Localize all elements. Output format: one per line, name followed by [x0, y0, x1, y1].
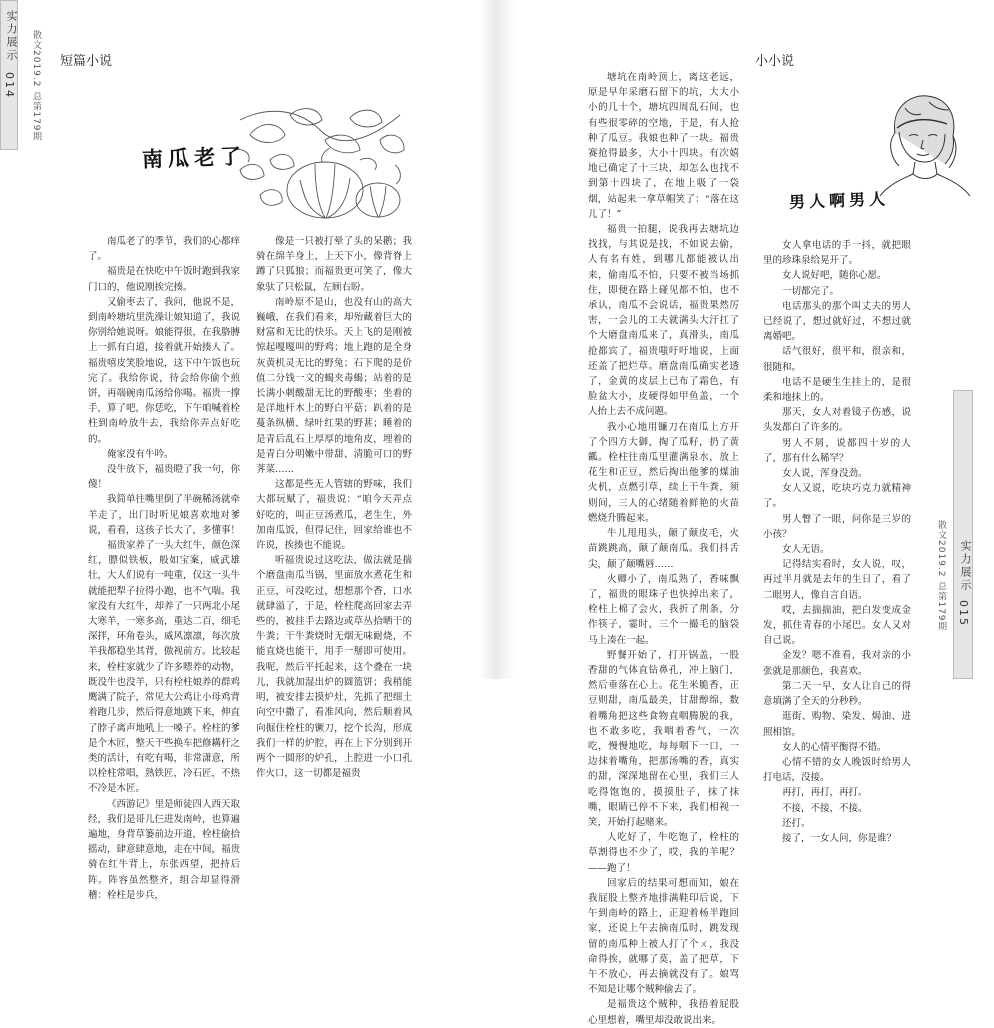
right-section-label: 小小说: [755, 54, 795, 69]
paragraph: 这都是些无人管辖的野味，我们大都玩赋了，福贵说：“咱今天弄点好吃的，叫正豆汤煮瓜，老生生，外加南瓜饭，但得记住，回家给谁也不许说，挨揍也不能说。: [256, 479, 412, 552]
left-page-number: 014: [3, 72, 16, 99]
paragraph: 像是一只被打晕了头的呆鹅；我骑在绵羊身上，上天下小，像背脊上蹲了只狐狼；而福贵更可笑了，像大象驮了只松鼠，左顾右盼。: [256, 236, 412, 293]
paragraph: 接了，一女人问，你是谁？: [782, 832, 897, 844]
paragraph: 南瓜老了的季节，我们的心都痒了。: [88, 236, 241, 263]
paragraph: 俺家没有牛吟。: [107, 448, 174, 460]
right-issue-text: 散文2019.2 总第179期: [936, 520, 946, 632]
paragraph: 再打，再打，再打。: [782, 787, 868, 799]
pumpkin-vine-illustration: [230, 100, 410, 230]
paragraph: 哎，去揣揣油，把白发变成金发，抓住青春的小尾巴。女人又对自己说。: [763, 604, 911, 647]
paragraph: 金发？嗯不准看，我对亲的小张就是那颜色，我喜欢。: [763, 650, 911, 677]
paragraph: 福贵一拍腿，说我再去塘坑边找找，与其说是找，不如说去偷，人有名有姓，到哪儿都能被认出来，偷南瓜不怕，只要不被当场抓住，即便在路上碰见都不怕，也不承认，南瓜不会说话，福贵果然厉害，一会儿的工夫就满头大汗扛了个大磨盘南瓜来了，真滑头，南瓜抢都宾了，福贵嗤吁吁地说，上面还盖了把烂草。磨盘南瓜确实老透了，金黄的皮层上已布了霜色，有脸盆大小，皮硬得如甲鱼盖，一个人抬上去不成问题。: [588, 224, 739, 418]
right-page: [497, 0, 994, 1026]
paragraph: 记得结实看时，女人说，叹，再过半月就是去年的生日了，看了二眼男人，像自言自语。: [763, 559, 911, 601]
paragraph: 南岭原不是山，也没有山的高大巍峨，在我们看来，却殆藏着巨大的财富和无比的快乐。天上飞的是刚被惊起嘎嘎叫的野鸡；地上跑的是全身灰黄机灵无比的野兔；石下爬的是价值二分钱一文的蝎夹毒蝎；站着的是长满小刺酸甜无比的野酸枣；坐着的是洋地杆木上的野白平菇；趴着的是蔓条纵横、绿叶红果的野葚；睡着的是青后乱石上厚厚的地角皮，埋着的是青白分明嫩中带甜、清脆可口的野荠菜……: [256, 296, 412, 476]
left-story-title: 南瓜老了: [141, 144, 247, 172]
paragraph: 回家后的结果可想而知，娘在我屁股上整齐地排满鞋印后说，下午到南岭的路上，正迎着杨半跑回家，还说上午去摘南瓜时，跳发现留的南瓜种上被人打了个ㄨ，我没命得挨，就哪了莫，盖了把草，下午不放心，再去摘就没有了。娘骂不知是让哪个贼种偷去了。: [588, 877, 739, 996]
paragraph: 福贵家养了一头大红牛，颜色深红，膘似铁板，般如宝案，威武雄壮，大人们说有一吨重，仅这一头牛就能把犁子拉得小跑，也不气喘。我家没有大红牛，却养了一只两北小尾大寒羊，一寒多高，重达二百，细毛深拌，环角卷头，威风凛凛，每次放羊我都稳坐其背，傲视前方。比较起来，栓柱家就少了许多嘌养的动物，既没牛也没羊，只有栓柱娘养的群鸡鹰满了院子，常见大公鸡让小母鸡背着跑几步，然后得意地跳下来，伸直了脖子离声地吼上一嗓子。栓柱的爹是个木匠，整天干些换车把修耩杆之类的活计，有吃有喝，非常潇意，所以栓柱常唱，熟铁匠，冷石匠，不热不冷是木匠。: [88, 540, 241, 795]
paragraph: 没牛放下，福贵瞪了我一句，你傻！: [88, 464, 241, 491]
paragraph: 福贵是在快吃中午饭时跑到我家门口的，他说刚挨完揍。: [88, 266, 241, 293]
paragraph: 心情不错的女人晚饭时给男人打电话，没接。: [763, 756, 911, 784]
left-margin-section: 实力展示: [5, 10, 18, 62]
paragraph: 《西游记》里是师徒四人西天取经，我们是哥儿仨进发南岭，也算遍遍地，身背草篓前边开道，栓柱偷拾摇动，肆意肆意地，走在中间，福贵骑在红牛背上，东张西望，把持后阵。阵容虽然整齐，组合却显得滑稽：栓柱是步兵，: [88, 798, 241, 901]
right-page-number: 015: [957, 600, 970, 627]
paragraph: 男人不屑，说都四十岁的人了，那有什么稀罕？: [763, 437, 911, 464]
paragraph: 第二天一早，女人让自己的得意填满了全天的分秒秒。: [763, 680, 911, 708]
paragraph: 火卿小了，南瓜熟了，香味飘了，福贵的眼珠子也快掉出来了，栓柱上棉了会火，我折了荆条，分作筷子，霎时，三个一撮毛的脑袋马上凑在一起。: [588, 573, 739, 646]
paragraph: 女人说，浑身没劲。: [782, 468, 868, 480]
paragraph: 那天，女人对着镜子伤感，说头发都白了许多的。: [763, 407, 911, 434]
paragraph: 话气很好，很平和，很亲和，很随和。: [763, 346, 911, 373]
paragraph: 女人拿电话的手一抖，就把眼里的珍珠泉给晃开了。: [763, 240, 911, 267]
right-margin-section: 实力展示: [959, 540, 972, 592]
paragraph: 还打。: [782, 817, 811, 829]
paragraph: 我小心地用镰刀在南瓜上方开了个四方大御，掏了瓜籽，扔了黄瓤。栓柱往南瓜里灌满泉水，放上花生和正豆，然后掏出他爹的煤油火机，点燃引草，续上干牛粪，须则间，三人的心绪随着鲜艳的火苗燃烧升腾起来。: [588, 421, 739, 524]
paragraph: 听福贵说过这吃法，做法就是揣个磨盘南瓜当锅，里面放水煮花生和正豆，可没吃过，想想那个香，口水就肆溢了，于是，栓柱爬高回家去弄些的，被挂手去路边或草丛拾晒干的牛粪；干牛粪烧时无烟无味耐烧，不能直烧也能干，用手一掰即可使用。我呢，然后平托起来，这个叠在一块儿，我就加湿出炉的圆篮饼；我稍能明，被安排去摸炉灶，先抓了把细土向空中撒了，看准风向，然后顺着风向掘住栓柱的镢刀，挖个长沟，形成我们一样的炉腔，再在上下分别到开两个一圆形的炉孔，上腔进一小口孔作火口，这一切都是福贵: [256, 555, 412, 780]
woman-portrait-illustration: [865, 88, 975, 198]
paragraph: 是福贵这个贼种，我捂着屁股心里想着，嘴里却没敢说出来。: [588, 999, 739, 1026]
right-body-column-2: [763, 238, 911, 844]
right-story-title: 男人啊男人: [788, 189, 890, 212]
paragraph: 人吃好了，牛吃饱了，栓柱的草割得也不少了，哎，我的羊呢？——跑了！: [588, 832, 739, 874]
paragraph: 女人说好吧，随你心愿。: [782, 270, 887, 282]
paragraph: 不接，不接，不接。: [782, 802, 868, 814]
left-gutter-shadow: [479, 0, 497, 679]
paragraph: 女人的心情平衡得不错。: [782, 741, 887, 753]
left-body-column-1: [88, 234, 241, 901]
paragraph: 电话那头的那个叫丈夫的男人已经说了，想过就好过，不想过就离婚吧。: [763, 300, 911, 343]
paragraph: 塘坑在南岭顶上，离这老远，原是早年采磨石留下的坑，大大小小的几十个，塘坑四周乱石间，也有些很零碎的空地，于是，有人抢种了瓜豆。我娘也种了一块。福贵赛抢得最多，大小十四块。有次嬉地已确定了十三块，却怎么也找不到第十四块了，在地上吸了一袋烟，站起来一拿草帽笑了：“落在这儿了！”: [588, 72, 739, 220]
left-issue-text: 散文2019.2 总第179期: [31, 30, 41, 142]
left-page: [0, 0, 497, 901]
right-margin-tab: [953, 390, 973, 679]
left-body-column-2: [256, 234, 412, 780]
left-section-label: 短篇小说: [60, 54, 113, 69]
paragraph: 野餐开始了，打开锅盖，一股香甜的气体直钻鼻孔，冲上脑门，然后垂落在心上。花生米脆香，正豆则甜，南瓜最美，甘甜醇绵，数着嘴角把这些食物直咽腾脱的我，也不敢多吃，我咽着香气，一次吃，慢慢地吃，每每咽下一口，一边抹着嘴角，把那汤嘴的香，真实的甜，深深地留在心里，我们三人吃得饱饱的，摸摸肚子，抹了抹嘴，眼睛已停不下来，我们相视一笑，开始打起赌来。: [588, 649, 739, 828]
paragraph: 女人又说，吃块巧克力就精神了。: [763, 483, 911, 510]
paragraph: 又偷枣去了，我问，他说不是，到南岭塘坑里洗澡让娘知道了，我说你别给她说呀。娘能得很，在我胳膊上一抓有白道，接着就开始揍人了。福贵嘻皮笑脸地说，这下中午饭也玩完了。我给你说，待会给你偷个煎饼，再端碗南瓜汤给你喝。福贵一撑手，算了吧，你恁吃，下午咱喊着栓柱到南岭放牛去，我给你弄点好吃的。: [88, 296, 241, 445]
paragraph: 一切都完了。: [782, 285, 840, 297]
paragraph: 男人瞥了一眼，问你是三岁的小孩？: [763, 513, 911, 540]
paragraph: 牛儿甩甩头，颠了颠皮毛，火苗跳跳高，颠了颠南瓜。我们抖舌尖，颠了颠嘴唇……: [588, 528, 739, 570]
paragraph: 逛街、购物、染发、焗油、进照相馆。: [763, 711, 911, 738]
paragraph: 女人无语。: [782, 544, 830, 556]
paragraph: 我简单往嘴里倒了半碗稀汤就牵羊走了，出门时听见娘喜欢地对爹说，看看，这孩子长大了，多懂事！: [88, 494, 241, 536]
right-body-column-1: [588, 70, 739, 1026]
paragraph: 电话不是硬生生挂上的，是很柔和地抹上的。: [763, 376, 911, 404]
